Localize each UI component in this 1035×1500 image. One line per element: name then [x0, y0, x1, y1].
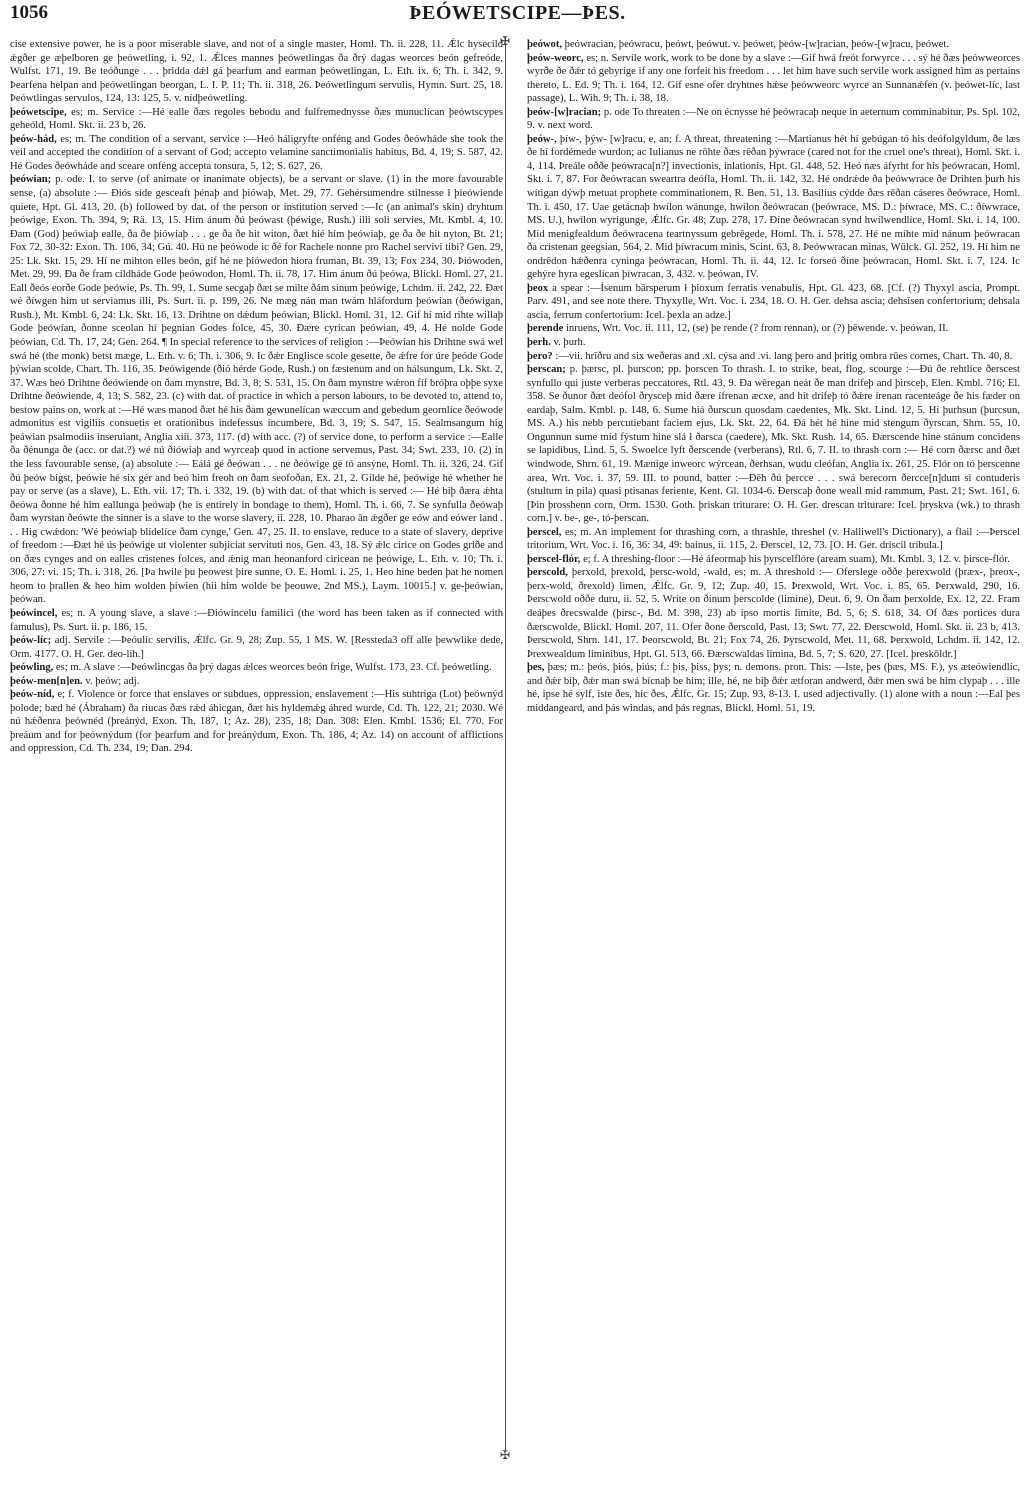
entry-headword: þeów-níd, — [10, 689, 55, 701]
entry-body: þeówracian, þeówracu, þeówt, þeówut. v. þeówet, þeów-[w]racian, þeów-[w]racu, þeówet. — [564, 39, 950, 50]
entry-headword: þerh. — [527, 337, 551, 349]
dictionary-entry — [10, 173, 503, 607]
entry-body: inruens, Wrt. Voc. ii. 111, 12, (se) þe rende (? from rennan), or (?) þēwende. v. þeówan, II. — [565, 323, 949, 335]
entry-headword: þeów-, — [527, 133, 557, 145]
entry-headword: þerscan; — [527, 364, 566, 376]
entry-body: es; n. Servile work, work to be done by a slave :—Gif hwá freót forwyrce . . . sý hé ðæs þeówweorces wyrðe ðe ðǽr tó gebyrige if any one forfeit his freedom . . . let him have such servile work assigned him as pertains thereto, L. Ed. 9; Th. i. 164, 12. Gif esne ofer dryhtnes hǽse þeówweorc wyrce an Sunnanǽfen (v. þeówet-líc, last passage), L. Wih. 9; Th. i. 38, 18. — [527, 52, 1020, 105]
entry-body: es; m. The condition of a servant, service :—Heó háligryfte onféng and Godes ðeówháde she took the veil and accepted the condition of a servant of God; accepto velamine sanctimonialis habitus, Bd. 4, 19; S. 587, 42. Hé Godes ðeówháde and sceare onféng accepta tonsura, 5, 12; S. 627, 26. — [10, 133, 503, 172]
entry-headword: þerscel, — [527, 526, 562, 538]
left-column — [10, 38, 503, 1468]
entry-body: es; n. A young slave, a slave :—Ðiówincelu familici (the word has been taken as if connected with famulus), Ps. Surt. ii. p. 186, 15. — [10, 607, 503, 633]
dictionary-entry — [10, 675, 503, 689]
dictionary-entry — [527, 322, 1020, 336]
entry-headword: þero? — [527, 350, 553, 362]
dictionary-entry — [10, 607, 503, 634]
dictionary-entry — [527, 336, 1020, 350]
entry-body: :—vii. hrīðru and six weðeras and .xl. cýsa and .vi. lang þero and þritig ombra rūes cornes, Chart. Th. 40, 8. — [555, 350, 1013, 362]
dictionary-entry — [527, 52, 1020, 106]
dictionary-entry — [10, 133, 503, 174]
running-title: ÞEÓWETSCIPE—ÞES. — [409, 2, 626, 24]
entry-body: es; m. A slave :—Þeówlincgas ða þrý dagas ǽlces weorces beón frige, Wulfst. 173, 23. Cf. þeówetling. — [55, 662, 492, 674]
dictionary-entry — [527, 553, 1020, 567]
entry-headword: þeów-líc; — [10, 635, 52, 647]
entry-body: cise extensive power, he is a poor miserable slave, and not of a single master, Homl. Th. ii. 228, 11. Ǽlc hysecild ǽgðer ge æþelboren ge þeówetling, i. 92, 1. Ǽlces mannes þeówetlingas ða ðrý dagas weorces beón gefreóde, Wulfst. 171, 19. Be teóðunge . . . þridda dǽl gá þearfum and earman þeówetlingan, L. Eth. ix. 6; Th. i. 342, 9. Þearfena helpan and þeówetlingan beorgan, L. I. P. 11; Th. ii. 318, 26. Þeówetlingum servulis, Hymn. Surt. 25, 18. Þeówtlingas servulos, 124, 13: 125, 5. v. nídþeówetling. — [10, 39, 503, 105]
cross-mark-icon: ✠ — [499, 34, 511, 48]
entry-body: þíw-, þýw- [w]racu, e, an; f. A threat, threatening :—Martianus hét hí gebúgan tó his deófolgyldum, ðe læs ðe hí fordémede wurdon; ac Iulianus ne rōhte ðæs rēðan þýwrace (cared not for the cruel one's threat), Homl. Skt. i. 4, 114. Þreále oððe þeówraca[n?] invectionis, inlationis, Hpt. Gl. 448, 52. Heó næs áfyrht for his þeówracan, Homl. Skt. i. 7, 87. For ðeówracan sweartra deófla, Homl. Th. ii. 142, 32. Hé ondrǽde ða þeówwrace ðe Drihten þurh his wítigan dýwþ metuat prophete comminationem, R. Ben. 51, 13. Basilius cýdde ðæs rēðan cáseres ðeówrace, Homl. Th. i. 450, 17. Uae getácnaþ hwílon wánunge, hwílon ðeówracan (þeówrace, MS. D.: þíwrace, MS. C.: ðíwwrace, MS. U.), hwílon wyrigunge, Ǽlfc. Gr. 48; Zup. 278, 17. Ðíne ðeówracan synd hwílwendlíce, Homl. Skt. i. 14, 100. Mid menigfealdum ðeówracena teartnyssum gebrēgede, Homl. Th. i. 578, 27. Hé ne mihte mid nánum þeówracan ða cristenan geegsian, 564, 2. Mid þíwracum minis, Scint. 63, 8. Þeówwracan minas, Wülck. Gl. 252, 19. Hí him ne ondrēdon hǽðenra cyninga þeówracan, Homl. Th. ii. 44, 12. Ic forseó ðíne þeówracan, Homl. Skt. i. 7, 124. Ic gehýre hyra egeslícan þíwracan, 3, 432. v. þeówan, IV. — [527, 133, 1020, 281]
dictionary-entry — [10, 106, 503, 133]
dictionary-entry — [527, 566, 1020, 661]
dictionary-entry — [527, 106, 1020, 133]
entry-body: þæs; m.: þeós, þiós, þiús; f.: þis, þiss, þys; n. demons. pron. This: —Iste, þes (þæs, MS. F.), ys æteówiendlíc, and ðǽr biþ, ðǽr man swá bícnaþ be him; ille, hé, ne biþ ðǽr ætforan andwerd, ðǽr men swá be him clypaþ . . . ille hé, ipse hé sylf, iste ðes, hic ðes, Ǽlfc. Gr. 15; Zup. 93, 8-13. I. used adjectivally. (1) alone with a noun :—Eal þes middangeard, and þás windas, and þás regnas, Blickl. Homl. 51, 19. — [527, 662, 1020, 714]
entry-headword: þeówincel, — [10, 607, 58, 619]
entry-headword: þeówetscipe, — [10, 106, 67, 118]
entry-body: es; m. Service :—Hé ealle ðæs regoles bebodu and fulfremednysse ðæs munuclícan þeówtscypes geheóld, Homl. Skt. ii. 23 b, 26. — [10, 106, 503, 132]
entry-body: adj. Servile :—Þeóulíc servilis, Ǽlfc. Gr. 9, 28; Zup. 55, 1 MS. W. [Ressteda3 off alle þewwlike dede, Orm. 4177. O. H. Ger. deo-lih.] — [10, 635, 503, 660]
entry-headword: þerende — [527, 323, 564, 335]
entry-body: p. ode To threaten :—Ne on écnysse hé þeówracaþ neque in aeternum comminabitur, Ps. Spl. 102, 9. v. next word. — [527, 106, 1020, 132]
entry-headword: þeówot, — [527, 39, 563, 50]
entry-headword: þeówling, — [10, 662, 54, 674]
entry-body: v. þurh. — [553, 337, 586, 349]
entry-headword: þerscold, — [527, 567, 568, 579]
right-column — [527, 38, 1020, 1468]
dictionary-columns — [10, 38, 1025, 1468]
entry-body: p. þærsc, pl. þurscon; pp. þorscen To thrash. I. to strike, beat, flog, scourge :—Ðú ðe rehtlíce ðerscest synfullo qui juste verberas peccatores, Rtl. 43, 9. Ða wēregan neát ðe man drífeþ and þirsceþ, Elen. Kmbl. 716; El. 358. Se ðunor ðæt deófol ðrysceþ mid ðære ífrenan æcxe, and hit drífeþ tó ðǽre írenan racenteáge ðe his fæder on eardaþ, Salm. Kmbl. p. 148, 6. Sume hiá ðurscun quosdam caedentes, Mk. Skt. Lind. 12, 5. Hí þurhsun (þurcsun, MS. A.) his nebb percutiebant faciem ejus, Lk. Skt. 22, 64. Ðá hét hé hine mid stengum ðyrscan, Shrn. 55, 10. Ongunnun sume míd fýstum hine slá ł ðarsca (caedere), Mk. Skt. Rush. 14, 65. Ðærscende hine stánum concidens se lapidibus, Lind. 5, 5. Swoelce lyft ðerscende (verberans), Rtl. 6, 7. II. to thrash corn :— Hé corn ðærsc and ðæt windwode, Shrn. 61, 19. Mænige inweorc wýrcean, ðerhsan, wudu cleófan, Anglia ix. 261, 25. Flór on tó þerscenne area, Wrt. Voc. i. 37, 59. III. to pound, batter :—Ðēh ðú þercce . . . swá berecorn ðercce[n]dum si contuderis (stultum in pila) quasi ptisanas feriente, Kent. Gl. 1034-6. Ðerscaþ ðone weall mid rammum, Past. 21; Swt. 161, 6. [Þin þrosshenn corn, Orm. 1530. Goth. þriskan triturare: O. H. Ger. drescan triturare: Icel. þryskva (wk.) to thrash corn.] v. be-, ge-, tó-þerscan. — [527, 364, 1020, 525]
dictionary-entry — [10, 38, 503, 106]
dictionary-entry — [527, 282, 1020, 323]
entry-headword: þeox — [527, 282, 549, 294]
entry-headword: þeów-hád, — [10, 133, 57, 145]
page-number: 1056 — [10, 2, 48, 23]
entry-body: þerxold, þrexold, þersc-wold, -wald, es; m. A threshold :— Oferslege oððe þerexwold (þræx-, þreox-, þerx-wold, ðrexold) limen, Ǽlfc. Gr. 9, 12; Zup. 40, 15. Þrexwold, Wrt. Voc. i. 85, 65. Þerxwald, 290, 16. Þerscwold oððe duru, ii. 52, 5. Wríte on ðínum þerscolde (limine), Deut. 6, 9. On ðam þerxolde, Ex. 12, 22. Fram deáþes ðrecswalde (þirsc-, Bd. M. 398, 23) ab ipso mortis limite, Bd. 5, 6; S. 618, 34. Of ðæs portices dura ðærscwolde, Blickl. Homl. 207, 11. Ofer ðone ðerscold, Past. 13; Swt. 77, 22. Ðerscwold, Homl. Skt. ii. 23 b, 413. Þerscwold, Shrn. 141, 17. Þeorscwold, Bt. 21; Fox 74, 26. Þyrscwold, Met. 11, 68. Þerxwold, Lchdm. ii. 142, 12. Þrexwealdum liminibus, Hpt. Gl. 513, 66. Ðærscwaldas limina, Bd. 5, 7; S. 620, 27. [Icel. þreskōldr.] — [527, 567, 1020, 660]
entry-headword: þerscel-flór, — [527, 553, 581, 565]
entry-body: p. ode. I. to serve (of animate or inanimate objects), be a servant or slave. (1) in the more favourable sense, (a) absolute :— Ðiós síde gesceaft þénaþ and þiówaþ, Met. 29, 77. Gehérsumendre stilnesse ł þieówiende quiete, Hpt. Gl. 413, 20. (b) followed by dat. of the person or institution served :—Ic (an animal's skin) dryhtum þeówige, Exon. Th. 394, 9; Rä. 13, 15. Him ánum ðú þeówast (þéwige, Rush.) illi soli servies, Mt. Kmbl. 4, 10. Ðam (God) þeówiaþ ealle, ða ðe þiówiaþ . . . ge ða ðe hit witon, ðæt hié him þeówiaþ, ge ða ðe hit nyton, Bt. 21; Fox 72, 30-32: Exon. Th. 106, 34; Gú. 40. Hú ne þeówode ic ðé for Rachele nonne pro Rachel servivi tibi? Gen. 29, 25: Lk. Skt. 15, 29. Hí ne mihton elles beón, gif hé ne þiówedon hiora fruman, Bt. 39, 13; Fox 234, 30. Þiówoden, Met. 29, 99. Ða ðe fram cildháde Gode þeówodon, Homl. Th. ii. 78, 17. Him ánum ðú þeówa, Blickl. Homl. 27, 21. Eall ðeós eorðe Gode þeówie, Ps. Th. 99, 1. Sume secgaþ ðæt se milte ðám sinum þeówige, Lchdm. ii. 242, 22. Ðæt wé ðíwgen him ut serviamus illi, Ps. Surt. ii. p. 199, 26. Ne mæg nán man twám hláfordum þeówian (ðeówigan, Rush.), Mt. Kmbl. 6, 24: Lk. Skt. 16, 13. Drihtne on dǽdum þeówian, Blickl. Homl. 31, 12. Gif hí mid rihte willaþ Gode þeówian, ðonne sceolan hí þegnian Godes folce, 45, 30. Ðære cyrican þeówian, 49, 4. Hé nolde Gode þeówian, Cd. Th. 17, 24; Gen. 264. ¶ In special reference to the services of religion :—Þeówian his Drihtne swá wel swá hé (the monk) betst mæge, L. Eth. v. 6; Th. i. 306, 9. Ic ðǽr Englisce scole gesette, ðe ǽfre for úre þeóde Gode þýwian scolde, Chart. Th. 116, 35. Þeówigende (ðió hérde Gode, Rush.) on fæstenum and on hálsungum, Lk. Skt. 2, 37. Wæs heó Drihtne ðeówiende on ðam mynstre, Bd. 3, 8; S. 531, 15. On ðam mynstre wǽron fíf bróþra oþþe syxe Drihtne ðeówiende, 4, 13; S. 582, 23. (c) with dat. of practice in which a person labours, to be devoted to, attend to, bestow pains on, work at :—Hé wæs manod ðæt hé his ðam gewunelícan wæccum and gebedum geornlíce ðeówode admonitus est vigiliis consuetis et orationibus indefessus incumbere, Bd. 3, 19; S. 547, 15. Sealmsangum hig þeáwian psalmodiis inseruiant, Anglia xiii. 373, 117. (d) with acc. (?) of service done, to perform a service :—Ealle ða ðénunga ðe (acc. or dat.?) wé nú ðiówiaþ and wyrceaþ quod in actione servemus, Past. 34; Swt. 233, 10. (2) in the less favourable sense, (a) absolute :— Eálá gé ðeówan . . . ne ðeówige gé tó ansýne, Homl. Th. ii. 326, 24. Gif ðú þeów bigst, þeówie hé six gér and beó him freoh on ðam seofoðan, Ex. 21, 2. Gilde hé, þeówige hé whether he pay or serve (as a slave), L. Eth. vii. 17; Th. i. 332, 19. (b) with dat. of that which is served :— Hé biþ ðæra ǽhta ðeówa ðonne hé him eallunga þeówaþ (he is entirely in bondage to them), Homl. Th. i. 66, 7. Se synfulla ðeówaþ ðam wyrstan ðeówte the sinner is a slave to the worse slavery, ii. 228, 10. Pharao ān ǽgðer ge eów and eówer land . . . Hig cwǽdon: 'Wé þeówiaþ blídelíce ðam cynge,' Gen. 47, 25. II. to enslave, reduce to a state of slavery, deprive of freedom :—Ðæt hé ús þeówige ut violenter subjiciat servituti nos, Gen. 43, 18. Sý ǽlc cirice on Godes griðe and on ðæs cynges and on ealles cristenes folces, and ǽnig man heonanford ciricean ne þeówige, L. Eth. v. 10; Th. i. 306, 27: vi. 15; Th. i. 318, 26. [Þa hwile þu þeowest þire sunne, O. E. Homl. i. 25, 1. Heo hine beden þat he nomen heom to þrallen & heo him wolden þiwien (hii him wolde be þeouwe, 2nd MS.), Laym. 10015.] v. ge-þeówian, þeówan. — [10, 174, 503, 606]
dictionary-entry — [10, 661, 503, 675]
dictionary-entry — [527, 133, 1020, 282]
dictionary-entry — [10, 688, 503, 756]
entry-body: es; m. An implement for thrashing corn, a thrashle, threshel (v. Halliwell's Dictionary), a flail :—Þerscel tritorium, Wrt. Voc. i. 16, 36: 34, 49: bainus, ii. 115, 2. Ðerscel, 12, 73. [O. H. Ger. driscil tribula.] — [527, 526, 1020, 552]
dictionary-entry — [527, 526, 1020, 553]
entry-headword: þeów-[w]racian; — [527, 106, 602, 118]
entry-body: v. þeów; adj. — [85, 675, 140, 687]
entry-body: a spear :—Ísenum bārsperum ł þioxum ferratis venabulis, Hpt. Gl. 423, 68. [Cf. (?) Thyxyl ascia, Prompt. Parv. 491, and see note there. Thyxylle, Wrt. Voc. i. 234, 18. O. H. Ger. dehsa ascia; dehsīsen confertorium; dehsala ascia, ferrum confertorium: Icel. þexla an adze.] — [527, 282, 1020, 321]
entry-headword: þeówian; — [10, 174, 52, 186]
entry-headword: þeów-weorc, — [527, 52, 584, 64]
entry-headword: þeów-men[n]en. — [10, 675, 83, 687]
page-header — [10, 0, 1025, 34]
dictionary-entry — [10, 634, 503, 661]
dictionary-entry — [527, 350, 1020, 364]
entry-headword: þes, — [527, 662, 545, 674]
dictionary-entry — [527, 363, 1020, 526]
cross-mark-icon: ✠ — [499, 1448, 511, 1462]
dictionary-entry — [527, 38, 1020, 52]
entry-body: e; f. A threshing-floor :—Hé áfeormaþ his þyrscelflóre (aream suam), Mt. Kmbl. 3, 12. v. þirsce-flór. — [583, 553, 1010, 565]
entry-body: e; f. Violence or force that enslaves or subdues, oppression, enslavement :—His suhtriga (Lot) þeównýd þolode; bæd hé (Ábraham) ða riucas ðæs rǽd áhicgan, ðæt his hyldemǽg áhred wurde, Cd. Th. 122, 21; 2030. Wé nú hǽðenra þeównéd (þreánýd, Exon. Th. 187, 1; Az. 28), 235, 18; Dan. 308: Elen. Kmbl. 1536; El. 770. For þreáum and for þeównýdum (for þearfum and for þreánýdum, Exon. Th. 186, 4; Az. 14) on account of afflictions and oppression, Cd. Th. 234, 19; Dan. 294. — [10, 689, 503, 755]
dictionary-entry — [527, 661, 1020, 715]
